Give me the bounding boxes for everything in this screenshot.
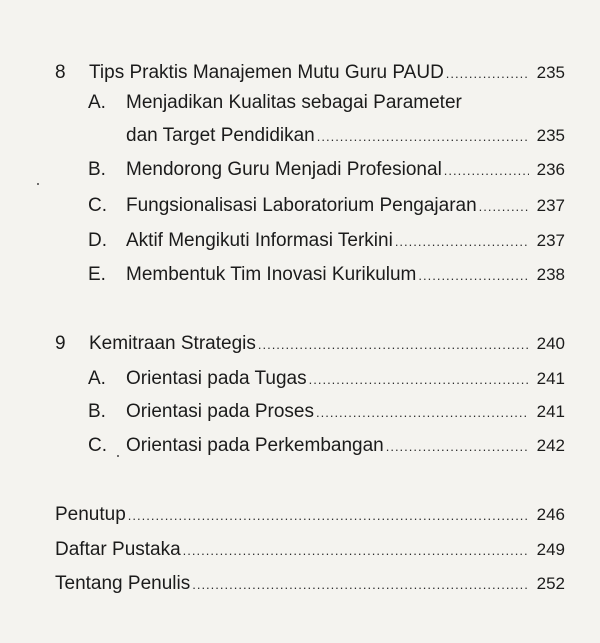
dot-leader — [386, 435, 529, 459]
dot-leader — [446, 62, 529, 86]
page-number: 241 — [536, 369, 565, 388]
toc-penutup — [55, 503, 565, 528]
back-matter-title: Tentang Penulis — [55, 573, 191, 594]
item-title: Aktif Mengikuti Informasi Terkini — [126, 230, 393, 251]
dot-leader — [444, 159, 529, 183]
item-title: Orientasi pada Proses — [126, 401, 314, 422]
back-matter-title: Penutup — [55, 504, 126, 525]
toc-item-8a-line1 — [88, 91, 462, 115]
item-letter: C. — [88, 435, 107, 456]
toc-chapter-9 — [55, 332, 565, 357]
page-number: 240 — [536, 334, 565, 353]
page-number: 235 — [536, 126, 565, 145]
back-matter-title: Daftar Pustaka — [55, 539, 181, 560]
item-title: Menjadikan Kualitas sebagai Parameter — [126, 92, 462, 113]
page-number: 246 — [536, 505, 565, 524]
dot-leader — [317, 125, 529, 149]
item-title-continued: dan Target Pendidikan — [126, 125, 315, 146]
paper-speck — [37, 183, 39, 185]
page-number: 238 — [536, 265, 565, 284]
page-number: 241 — [536, 402, 565, 421]
toc-tentang-penulis — [55, 572, 565, 597]
dot-leader — [479, 195, 529, 219]
toc-item-9c — [88, 434, 565, 459]
item-letter: A. — [88, 92, 106, 113]
toc-item-8a-line2 — [126, 124, 565, 149]
item-title: Orientasi pada Perkembangan — [126, 435, 384, 456]
chapter-number: 9 — [55, 333, 66, 354]
page-number: 252 — [536, 574, 565, 593]
item-letter: E. — [88, 264, 106, 285]
item-letter: B. — [88, 401, 106, 422]
item-letter: D. — [88, 230, 107, 251]
dot-leader — [128, 504, 529, 528]
page-number: 242 — [536, 436, 565, 455]
toc-chapter-8 — [55, 61, 565, 86]
toc-item-8c — [88, 194, 565, 219]
item-letter: C. — [88, 195, 107, 216]
item-title: Fungsionalisasi Laboratorium Pengajaran — [126, 195, 477, 216]
page-number: 237 — [536, 231, 565, 250]
page-number: 235 — [536, 63, 565, 82]
item-letter: B. — [88, 159, 106, 180]
dot-leader — [316, 401, 529, 425]
item-letter: A. — [88, 368, 106, 389]
toc-item-8b — [88, 158, 565, 183]
dot-leader — [395, 230, 529, 254]
toc-item-9a — [88, 367, 565, 392]
toc-item-8e — [88, 263, 565, 288]
chapter-title: Tips Praktis Manajemen Mutu Guru PAUD — [89, 62, 444, 83]
page-number: 236 — [536, 160, 565, 179]
dot-leader — [258, 333, 529, 357]
item-title: Orientasi pada Tugas — [126, 368, 307, 389]
dot-leader — [418, 264, 529, 288]
page-number: 237 — [536, 196, 565, 215]
paper-speck — [117, 455, 119, 457]
item-title: Membentuk Tim Inovasi Kurikulum — [126, 264, 417, 285]
dot-leader — [192, 573, 529, 597]
chapter-number: 8 — [55, 62, 66, 83]
page-number: 249 — [536, 540, 565, 559]
toc-item-8d — [88, 229, 565, 254]
dot-leader — [183, 539, 529, 563]
toc-daftar-pustaka — [55, 538, 565, 563]
toc-item-9b — [88, 400, 565, 425]
item-title: Mendorong Guru Menjadi Profesional — [126, 159, 442, 180]
dot-leader — [309, 368, 529, 392]
chapter-title: Kemitraan Strategis — [89, 333, 256, 354]
